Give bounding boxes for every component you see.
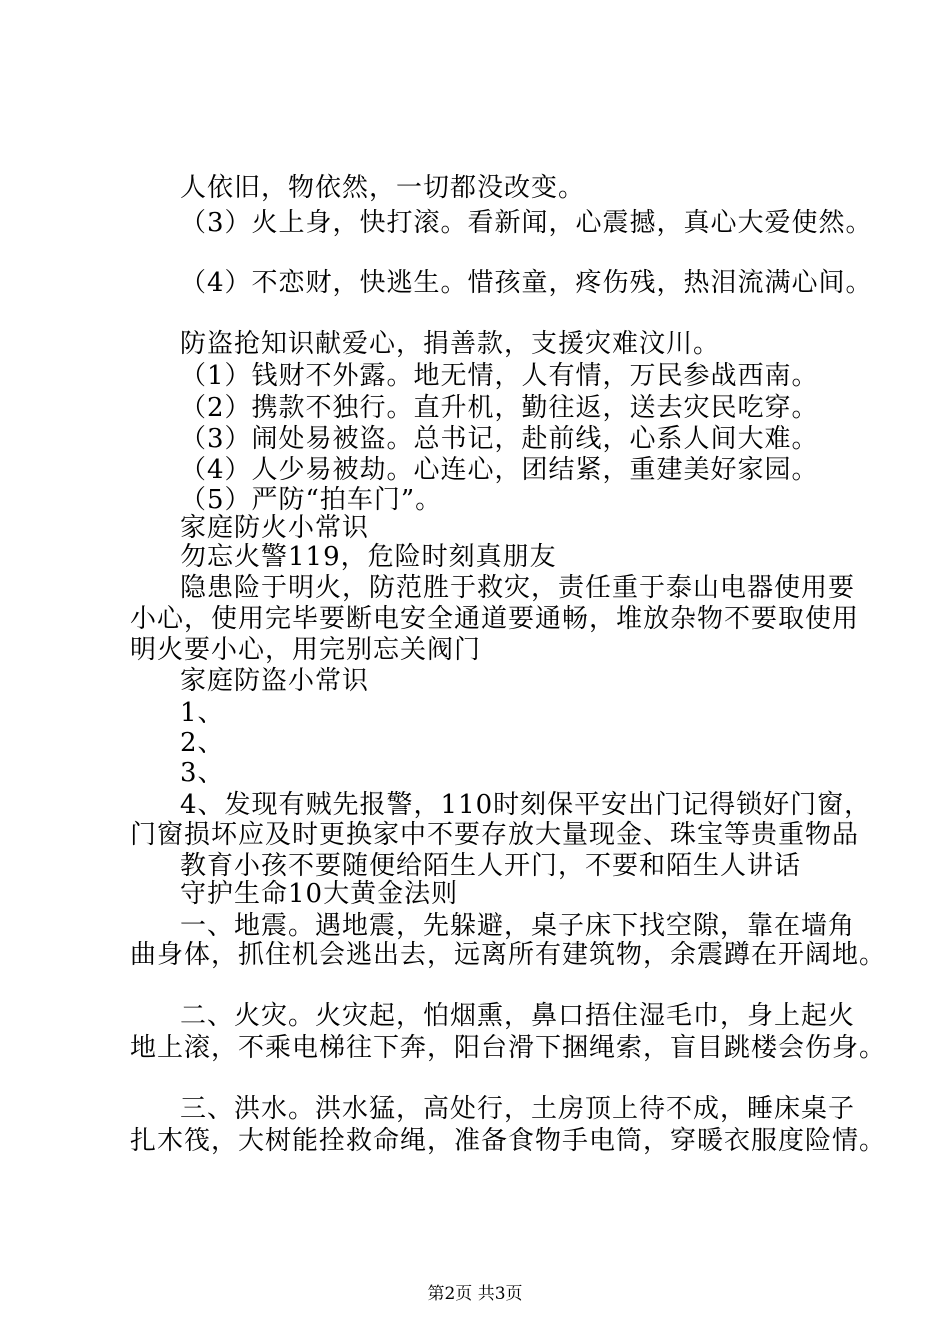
text-line: 防盗抢知识献爱心，捐善款，支援灾难汶川。 <box>180 329 721 359</box>
text-line: 二、火灾。火灾起，怕烟熏，鼻口捂住湿毛巾，身上起火 <box>180 1001 856 1031</box>
heading-theft-prevention: 家庭防盗小常识 <box>180 666 370 696</box>
text-line: （3）闹处易被盗。总书记，赴前线，心系人间大难。 <box>180 424 819 454</box>
heading-fire-safety: 家庭防火小常识 <box>180 513 370 543</box>
text-line: （3）火上身，快打滚。看新闻，心震撼，真心大爱使然。 <box>180 208 873 238</box>
text-line: 一、地震。遇地震，先躲避，桌子床下找空隙，靠在墙角 <box>180 911 856 941</box>
text-line: （5）严防“拍车门”。 <box>180 485 443 515</box>
text-line: 扎木筏，大树能拴救命绳，准备食物手电筒，穿暖衣服度险情。 <box>130 1126 887 1156</box>
text-line: 人依旧，物依然，一切都没改变。 <box>180 173 586 203</box>
list-item: 1、 <box>180 698 225 728</box>
text-line: 明火要小心，用完别忘关阀门 <box>130 635 482 665</box>
text-line: 隐患险于明火，防范胜于救灾，责任重于泰山电器使用要 <box>180 573 856 603</box>
text-line: （1）钱财不外露。地无情，人有情，万民参战西南。 <box>180 361 819 391</box>
text-line: （4）不恋财，快逃生。惜孩童，疼伤残，热泪流满心间。 <box>180 268 873 298</box>
list-item: 4、发现有贼先报警，110时刻保平安出门记得锁好门窗， <box>180 790 872 820</box>
text-line: 小心，使用完毕要断电安全通道要通畅，堆放杂物不要取使用 <box>130 604 860 634</box>
text-line: 门窗损坏应及时更换家中不要存放大量现金、珠宝等贵重物品 <box>130 820 860 850</box>
list-item: 2、 <box>180 728 225 758</box>
page-footer: 第2页 共3页 <box>427 1284 523 1304</box>
heading-golden-rules: 守护生命10大黄金法则 <box>180 879 459 909</box>
text-line: （4）人少易被劫。心连心，团结紧，重建美好家园。 <box>180 455 819 485</box>
list-item: 3、 <box>180 758 225 788</box>
text-line: 勿忘火警119，危险时刻真朋友 <box>180 542 557 572</box>
text-line: 教育小孩不要随便给陌生人开门，不要和陌生人讲话 <box>180 851 802 881</box>
text-line: （2）携款不独行。直升机，勤往返，送去灾民吃穿。 <box>180 393 819 423</box>
text-line: 曲身体，抓住机会逃出去，远离所有建筑物，余震蹲在开阔地。 <box>130 940 887 970</box>
text-line: 地上滚，不乘电梯往下奔，阳台滑下捆绳索，盲目跳楼会伤身。 <box>130 1033 887 1063</box>
text-line: 三、洪水。洪水猛，高处行，土房顶上待不成，睡床桌子 <box>180 1094 856 1124</box>
